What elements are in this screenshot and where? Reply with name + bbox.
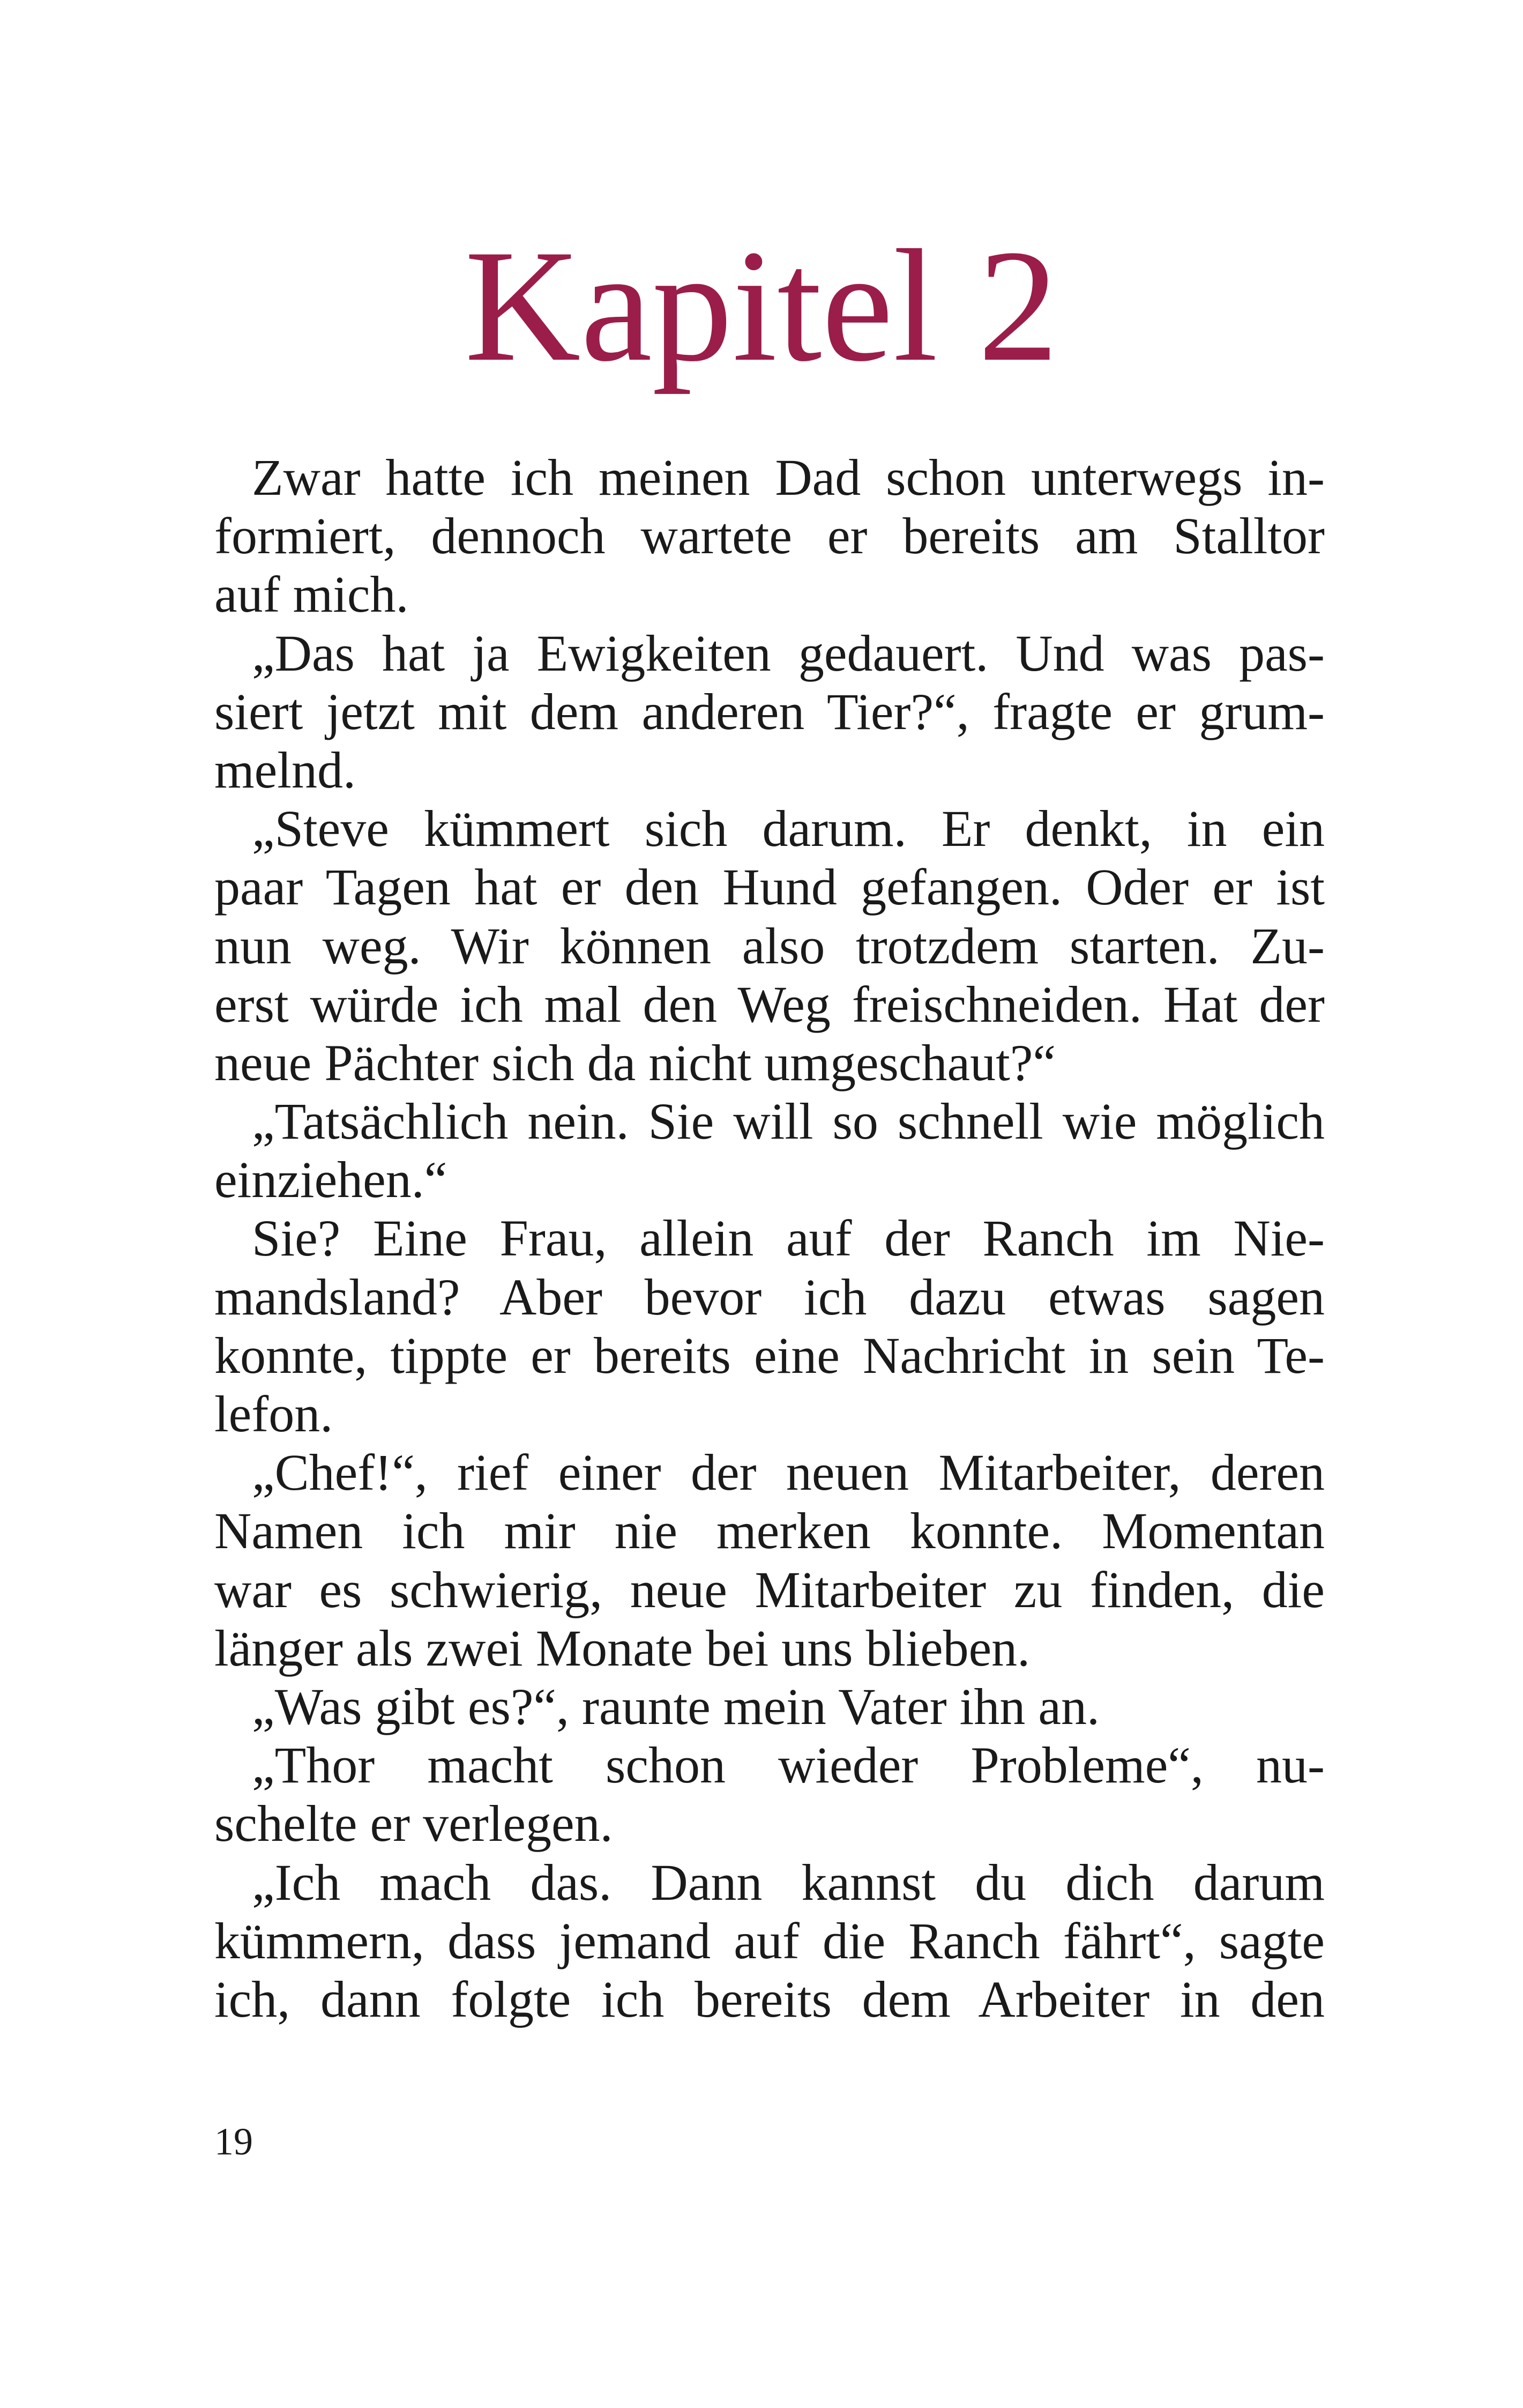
- text-line: Namen ich mir nie merken konnte. Momentan: [214, 1502, 1325, 1560]
- paragraph: [214, 799, 1325, 1092]
- text-line: „Tatsächlich nein. Sie will so schnell wie möglich: [252, 1092, 1325, 1150]
- paragraph: [214, 1736, 1325, 1853]
- text-line: ich, dann folgte ich bereits dem Arbeiter in den: [214, 1970, 1325, 2028]
- text-line: Zwar hatte ich meinen Dad schon unterwegs in-: [252, 449, 1325, 506]
- text-line: formiert, dennoch wartete er bereits am Stalltor: [214, 507, 1325, 565]
- text-line: neue Pächter sich da nicht umgeschaut?“: [214, 1034, 1056, 1091]
- paragraph: [214, 1092, 1325, 1209]
- body-text: [214, 448, 1325, 2028]
- paragraph: [214, 1677, 1325, 1736]
- text-line: mandsland? Aber bevor ich dazu etwas sagen: [214, 1268, 1325, 1326]
- text-line: länger als zwei Monate bei uns blieben.: [214, 1619, 1031, 1677]
- paragraph: [214, 1443, 1325, 1677]
- text-line: melnd.: [214, 741, 356, 799]
- text-line: Sie? Eine Frau, allein auf der Ranch im Nie-: [252, 1209, 1325, 1267]
- paragraph: [214, 448, 1325, 624]
- text-line: „Chef!“, rief einer der neuen Mitarbeiter, deren: [252, 1444, 1325, 1502]
- text-line: lefon.: [214, 1385, 333, 1443]
- text-line: „Thor macht schon wieder Probleme“, nu-: [252, 1736, 1325, 1794]
- text-line: „Steve kümmert sich darum. Er denkt, in ein: [252, 800, 1325, 858]
- text-line: paar Tagen hat er den Hund gefangen. Oder er ist: [214, 858, 1325, 916]
- text-line: erst würde ich mal den Weg freischneiden. Hat der: [214, 975, 1325, 1033]
- text-line: „Ich mach das. Dann kannst du dich darum: [252, 1853, 1325, 1911]
- text-line: nun weg. Wir können also trotzdem starten. Zu-: [214, 917, 1325, 975]
- paragraph: [214, 1209, 1325, 1443]
- chapter-title: Kapitel 2: [464, 217, 1058, 395]
- page-number: 19: [214, 2120, 253, 2163]
- text-line: auf mich.: [214, 566, 409, 623]
- text-line: war es schwierig, neue Mitarbeiter zu finden, die: [214, 1560, 1325, 1618]
- text-line: „Was gibt es?“, raunte mein Vater ihn an.: [252, 1677, 1100, 1735]
- text-line: kümmern, dass jemand auf die Ranch fährt“, sagte: [214, 1912, 1325, 1969]
- paragraph: [214, 1853, 1325, 2029]
- text-line: einziehen.“: [214, 1151, 447, 1209]
- text-line: konnte, tippte er bereits eine Nachricht in sein Te-: [214, 1326, 1325, 1384]
- text-line: „Das hat ja Ewigkeiten gedauert. Und was pas-: [252, 624, 1325, 682]
- text-line: schelte er verlegen.: [214, 1795, 613, 1853]
- text-line: siert jetzt mit dem anderen Tier?“, fragte er grum-: [214, 682, 1325, 740]
- paragraph: [214, 624, 1325, 800]
